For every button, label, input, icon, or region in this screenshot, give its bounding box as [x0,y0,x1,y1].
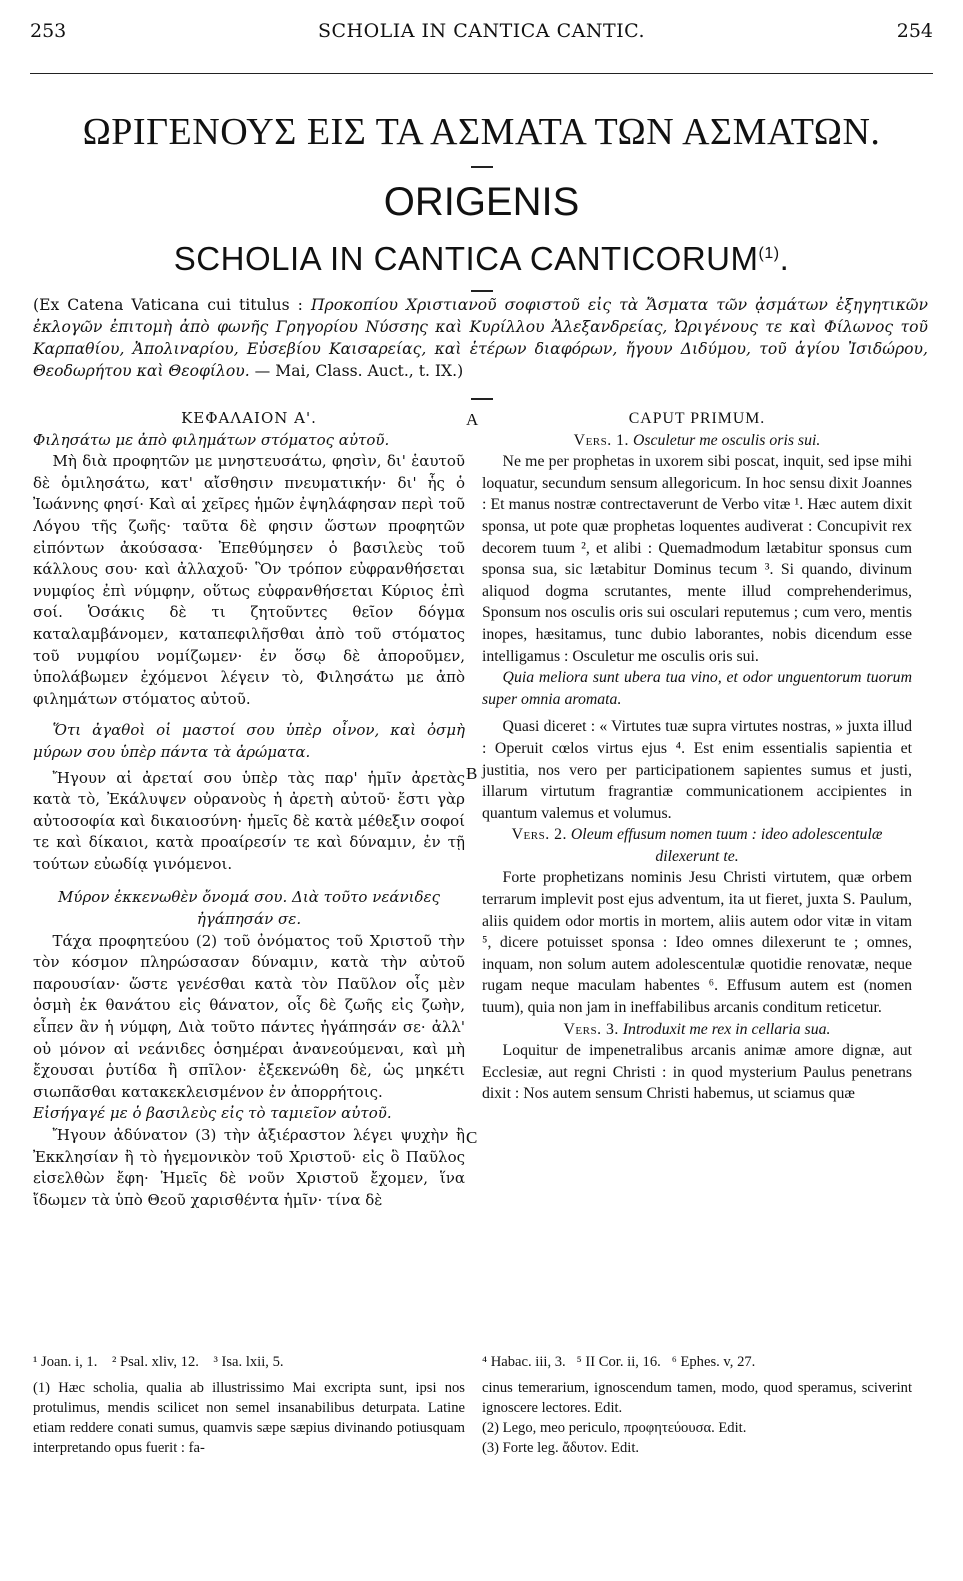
verse-2-text: Oleum effusum nomen tuum : ideo adolescentulæ dilexerunt te. [570,826,883,865]
intro-open: (Ex Catena Vaticana cui titulus : [33,296,311,314]
latin-footnotes [482,1352,912,1458]
greek-lemma-3: Μύρον ἐκκενωθὲν ὄνομά σου. Διὰ τοῦτο νεάνιδες ἠγάπησάν σε. [58,888,440,929]
greek-lemma-2: Ὅτι ἀγαθοὶ οἱ μαστοί σου ὑπὲρ οἶνον, καὶ ὀσμὴ μύρων σου ὑπὲρ πάντα τὰ ἀρώματα. [33,721,465,761]
running-header [30,20,933,50]
latin-title: ORIGENIS [383,180,580,224]
scholia-title [20,240,943,278]
greek-footnote-1: (1) Hæc scholia, qualia ab illustrissimo Mai excripta sunt, ipsi nos protulimus, mendis scilicet non semel insanabilibus deturpata. Latine etiam reddere conati sumus, quamvis sæpe sæpius divinando potiusquam interpretando opus fuerit : fa- [33,1380,465,1456]
title-divider [471,166,493,168]
latin-column [482,408,912,1105]
greek-title: ΩΡΙΓΕΝΟΥΣ ΕΙΣ ΤΑ ΑΣΜΑΤΑ ΤΩΝ ΑΣΜΑΤΩΝ. [82,111,881,153]
title-divider-2 [471,290,493,292]
verse-1-label: Vers. 1. [573,431,629,449]
intro-greek: Προκοπίου Χριστιανοῦ σοφιστοῦ εἰς τὰ Ἄσματα τῶν ᾀσμάτων ἐξηγητικῶν ἐκλογῶν ἐπιτομὴ ἀπὸ φωνῆς Γρηγορίου Νύσσης καὶ Κυρίλλου Ἀλεξανδρείας, Ὠριγένους τε καὶ Φίλωνος τοῦ Καρπαθίου, Ἀπολιναρίου, Εὐσεβίου Καισαρείας, καὶ ἑτέρων διαφόρων, ἤγουν Διδύμου, τοῦ ἁγίου Ἰσιδώρου, Θεοδωρήτου καὶ Θεοφίλου. [33,296,928,380]
latin-footnote-refs: ⁴ Habac. iii, 3. ⁵ II Cor. ii, 16. ⁶ Ephes. v, 27. [482,1354,756,1370]
intro-divider [471,398,493,400]
verse-3-text: Introduxit me rex in cellaria sua. [622,1020,831,1038]
scholia-title-end: . [779,240,790,277]
latin-footnote-3: (3) Forte leg. ἄδυτον. Edit. [482,1440,640,1456]
greek-lemma-1: Φιλησάτω με ἀπὸ φιλημάτων στόματος αὐτοῦ. [33,430,390,449]
latin-comment-3: Forte prophetizans nominis Jesu Christi virtutem, quæ orbem terrarum implevit post ejus adventum, ita ut fieret, juxta S. Paulum, aliis quidem odor mortis in mortem, aliis autem odor vitæ in vitam ⁵, dicere potuisset sponsa : Ideo omnes dilexerunt te ; omnes, inquam, non solum autem adolescentulæ quotidie renovatæ, neque rugam neque maculam habentes ⁶. Effusum autem est (nomen tuum), quia non jam in ineffabilibus arcanis conditum reticetur. [482,869,912,1017]
column-marker-b: B [466,764,478,783]
latin-footnote-1: cinus temerarium, ignoscendum tamen, modo, quod speramus, sciverint ignoscere lectores. Edit. [482,1380,912,1416]
greek-comment-1: Μὴ διὰ προφητῶν με μνηστευσάτω, φησὶν, δι' ἑαυτοῦ δὲ ὁμιλησάτω, κατ' αἴσθησιν πνευματικήν· δι' ἧς ὁ Ἰωάννης φησί· Καὶ αἱ χεῖρες ἡμῶν ἐψηλάφησαν περὶ τοῦ Λόγου τῆς ζωῆς· ταῦτα δὲ φησιν ὥστων προφητῶν εἰπόντων ἀκούσασα· Ἐπεθύμησεν ὁ βασιλεὺς τοῦ κάλλους σου· καὶ ἀλλαχοῦ· Ὃν τρόπον εὐφρανθήσεται νυμφίος ἐπὶ νύμφην, οὕτως εὐφρανθήσεται Κύριος ἐπὶ σοί. Ὁσάκις δὲ τι ζητοῦντες θεῖον δόγμα καταλαμβάνομεν, καταπεφιλῆσθαι ἀπὸ τοῦ στόματος τοῦ νυμφίου νομίζωμεν· ἐν ὅσῳ δὲ ἀποροῦμεν, ὑπολάβωμεν ἐχόμενοι λέγειν τὸ, Φιλησάτω με ἀπὸ φιλημάτων στόματος αὐτοῦ. [33,452,465,708]
latin-comment-1: Ne me per prophetas in uxorem sibi poscat, inquit, sed ipse mihi loquatur, secundum sensum allegoricum. In hoc sensu dixit Joannes : Et manus nostræ contrectaverunt de Verbo vitæ ¹. Hæc autem dixit sponsa, ut pote quæ prophetas loquentes audiverat : Concupivit rex decorem tuum ², et alibi : Quemadmodum lætabitur sponsus cum sponsa sua, sic lætabitur Dominus tecum ³. Si quando, divinum aliquod dogma scrutantes, mente illud comprehenderimus, Sponsum nos osculis oris sui osculari reputemus ; cum vero, mentis inopes, hæsitamus, tunc dubio laborantes, nobis dicendum esse intelligamus : Osculetur me osculis oris sui. [482,453,912,665]
verse-2-label: Vers. 2. [511,826,567,844]
greek-chapter-heading: ΚΕΦΑΛΑΙΟΝ Α'. [181,409,317,427]
scholia-title-note: (1) [758,245,780,262]
greek-footnotes [33,1352,465,1458]
greek-column [33,408,465,1211]
scholia-title-text: SCHOLIA IN CANTICA CANTICORUM [173,240,759,277]
intro-paragraph [33,294,928,382]
running-title: SCHOLIA IN CANTICA CANTIC. [317,20,646,42]
greek-comment-4: Ἤγουν ἀδύνατον (3) τὴν ἀξιέραστον λέγει ψυχὴν ἢ Ἐκκλησίαν ἢ τὸ ἡγεμονικὸν τοῦ Χριστοῦ· εἰς ὃ Παῦλος εἰσελθὼν ἔφη· Ἡμεῖς δὲ νοῦν Χριστοῦ ἔχομεν, ἵνα ἴδωμεν τὰ ὑπὸ Θεοῦ χαρισθέντα ἡμῖν· τίνα δὲ [33,1126,465,1209]
column-marker-a: A [466,410,479,429]
intro-close: — Mai, Class. Auct., t. IX.) [249,362,464,380]
latin-comment-2: Quasi diceret : « Virtutes tuæ supra virtutes nostras, » juxta illud : Operuit cœlos virtus ejus ⁴. Est enim essentialis sapientia et justitia, nos vero per participationem sapientes sumus et justi, illarum virtutum fragrantiæ communicationem accipientes in quantum valemus et volumus. [482,718,912,822]
verse-3-label: Vers. 3. [563,1020,619,1038]
greek-comment-3: Τάχα προφητεύου (2) τοῦ ὀνόματος τοῦ Χριστοῦ τὴν τὸν κόσμον πληρώσασαν δύναμιν, κατὰ τὴν αὐτοῦ παρουσίαν· ὥστε γενέσθαι κατὰ τὸν Παῦλον οἷς μὲν ὀσμὴ ἐκ θανάτου εἰς θάνατον, οἷς δὲ ζωῆς εἰς ζωὴν, εἶπεν ἂν ἡ νύμφη, Διὰ τοῦτο πάντες ἠγάπησάν σε· ἀλλ' οὐ μόνον αἱ νεάνιδες ὁσημέραι ἀνανεούμεναι, καὶ μὴ ἔχουσαι ῥυτίδα ἢ σπῖλον· ἐξεκενώθη δὲ, ὡς μηκέτι σιωπᾶσθαι κατακεκλεισμένον ἐν ἀπορρήτοις. [33,931,465,1101]
page-number-left: 253 [30,20,67,42]
greek-lemma-4: Εἰσήγαγέ με ὁ βασιλεὺς εἰς τὸ ταμιεῖον αὐτοῦ. [33,1104,392,1123]
column-marker-c: C [466,1128,478,1147]
greek-footnote-refs: ¹ Joan. i, 1. ² Psal. xliv, 12. ³ Isa. lxii, 5. [33,1354,284,1370]
latin-footnote-2: (2) Lego, meo periculo, προφητεύουσα. Edit. [482,1420,747,1436]
latin-comment-4: Loquitur de impenetralibus arcanis animæ amore dignæ, aut Ecclesiæ, aut regni Christi : in quod mysterium Paulus penetrans dixit : Nos autem sensum Christi habemus, ut sciamus quæ [482,1042,912,1103]
header-rule [30,73,933,74]
latin-lemma-2: Quia meliora sunt ubera tua vino, et odor unguentorum tuorum super omnia aromata. [482,669,912,708]
latin-chapter-heading: CAPUT PRIMUM. [628,410,766,427]
verse-1-text: Osculetur me osculis oris sui. [632,431,821,449]
page-number-right: 254 [896,20,933,42]
greek-comment-2: Ἤγουν αἱ ἀρεταί σου ὑπὲρ τὰς παρ' ἡμῖν ἀρετὰς κατὰ τὸ, Ἐκάλυψεν οὐρανοὺς ἡ ἀρετὴ αὐτοῦ· ἔστι γὰρ αὐτοσοφία καὶ δικαιοσύνη· ἡμεῖς δὲ κατὰ μέθεξιν σοφοί τε καὶ δίκαιοι, κατὰ προαίρεσίν τε καὶ δύναμιν, ἐν τῇ τούτων εὐωδίᾳ γινόμενοι. [33,768,465,873]
